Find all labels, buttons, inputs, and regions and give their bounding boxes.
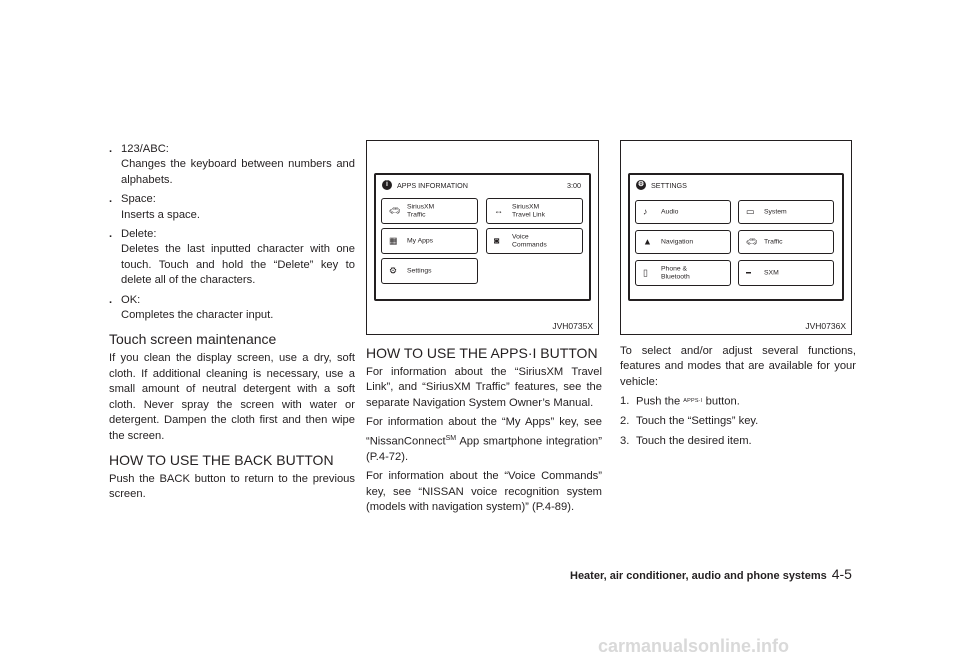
settings-screen-figure — [620, 140, 852, 335]
bullet-dot: . — [109, 228, 113, 241]
gear-icon: ⚙ — [389, 265, 398, 276]
bullet-item — [109, 293, 355, 308]
superscript: SM — [445, 434, 457, 442]
step-item — [620, 434, 856, 449]
phone-bluetooth-key[interactable] — [635, 260, 731, 286]
back-button-text: Push the BACK button to return to the previous screen. — [109, 472, 355, 501]
bullet-desc: Inserts a space. — [121, 208, 200, 221]
left-column — [109, 142, 355, 507]
navigation-arrow-icon: ▲ — [643, 236, 652, 247]
key-label: Voice Commands — [512, 233, 547, 248]
bullet-item — [109, 142, 355, 157]
paragraph: For information about the “SiriusXM Travel Link”, and “SiriusXM Traffic” features, see the separate Navigation System Owner’s Manual. — [366, 366, 602, 409]
sxm-logo-icon: ▬ — [746, 269, 751, 276]
phone-icon: ▯ — [643, 267, 648, 278]
step-number: 3. — [620, 434, 630, 447]
key-label: My Apps — [407, 237, 434, 245]
bullet-desc: Changes the keyboard between numbers and alphabets. — [121, 158, 355, 186]
figure-code: JVH0736X — [805, 321, 846, 331]
voice-commands-key[interactable] — [486, 228, 583, 254]
key-label: Settings — [407, 267, 432, 275]
my-apps-key[interactable] — [381, 228, 478, 254]
apps-header-title: APPS INFORMATION — [397, 181, 468, 190]
bullet-dot: . — [109, 143, 113, 155]
right-column — [620, 344, 856, 453]
text-run: Push the — [636, 395, 681, 408]
voice-icon: ◙ — [494, 235, 500, 246]
page-number: 4-5 — [831, 566, 852, 582]
settings-key[interactable] — [381, 258, 478, 284]
settings-header-title: SETTINGS — [651, 181, 687, 190]
sxm-key[interactable] — [738, 260, 834, 286]
satellite-car-icon: 🚗︎ — [389, 205, 401, 216]
bullet-dot: . — [109, 293, 113, 306]
phone-grid-icon: ▦ — [389, 235, 398, 246]
apps-button-heading: HOW TO USE THE APPS·I BUTTON — [366, 345, 598, 361]
key-label: SiriusXM Traffic — [407, 203, 435, 218]
step-item — [620, 394, 856, 410]
siriusxm-traffic-key[interactable] — [381, 198, 478, 224]
key-label: System — [764, 208, 787, 216]
music-note-icon: ♪ — [643, 206, 648, 217]
touch-screen-text: If you clean the display screen, use a dry, soft cloth. If additional cleaning is necessary, use a small amount of neutral detergent with a soft cloth. Never spray the screen with water or detergent. Dampen the cloth first and then wipe the screen. — [109, 352, 355, 442]
bullet-item — [109, 227, 355, 242]
traffic-car-icon: 🚗︎ — [746, 236, 758, 247]
watermark: carmanualsonline.info — [598, 636, 790, 656]
settings-display — [628, 173, 844, 301]
back-button-heading: HOW TO USE THE BACK BUTTON — [109, 451, 334, 468]
figure-code: JVH0735X — [552, 321, 593, 331]
apps-display — [374, 173, 591, 301]
step-text: Touch the desired item. — [636, 434, 752, 447]
text-run: button. — [705, 395, 740, 408]
text-run: For information about the “My Apps” key, see “NissanConnect — [366, 416, 602, 448]
bullet-label: Delete: — [121, 228, 157, 241]
section-title: Heater, air conditioner, audio and phone systems — [570, 570, 827, 582]
key-label: Traffic — [764, 238, 783, 246]
intro-text: To select and/or adjust several functions, features and modes that are available for your vehicle: — [620, 345, 856, 388]
bullet-label: Space: — [121, 193, 156, 206]
middle-column — [366, 344, 602, 519]
key-label: Navigation — [661, 238, 694, 246]
step-text — [636, 394, 740, 410]
text-run: App smartphone integration” (P.4-72). — [366, 435, 602, 463]
step-text: Touch the “Settings” key. — [636, 415, 759, 428]
bullet-dot: . — [109, 193, 113, 206]
system-key[interactable] — [738, 200, 834, 224]
key-label: SiriusXM Travel Link — [512, 203, 545, 218]
touch-screen-heading: Touch screen maintenance — [109, 331, 277, 348]
paragraph — [366, 415, 602, 465]
key-label: SXM — [764, 269, 779, 277]
key-label: Phone & Bluetooth — [661, 265, 690, 280]
step-number: 1. — [620, 395, 630, 408]
audio-key[interactable] — [635, 200, 731, 224]
traffic-key[interactable] — [738, 230, 834, 254]
bullet-desc: Completes the character input. — [121, 309, 274, 322]
gear-icon: ⚙ — [637, 181, 645, 188]
navigation-key[interactable] — [635, 230, 731, 254]
paragraph: For information about the “Voice Commands” key, see “NISSAN voice recognition system (models with navigation system)” (P.4-89). — [366, 470, 602, 513]
bullet-label: 123/ABC: — [121, 143, 169, 155]
apps-screen-figure — [366, 140, 599, 335]
link-icon: ↔ — [494, 205, 503, 216]
bullet-item — [109, 192, 355, 207]
clock: 3:00 — [567, 181, 581, 190]
step-item — [620, 414, 856, 429]
bullet-label: OK: — [121, 293, 141, 306]
page-footer — [570, 566, 852, 582]
step-number: 2. — [620, 415, 630, 428]
apps-header — [376, 175, 589, 193]
settings-header — [630, 175, 842, 193]
bullet-desc: Deletes the last inputted character with one touch. Touch and hold the “Delete” key to delete all of the characters. — [121, 243, 355, 287]
apps-button-icon: APPS·I — [683, 398, 703, 405]
info-icon: i — [382, 180, 392, 190]
key-label: Audio — [661, 208, 679, 216]
siriusxm-travel-link-key[interactable] — [486, 198, 583, 224]
monitor-icon: ▭ — [746, 206, 755, 217]
